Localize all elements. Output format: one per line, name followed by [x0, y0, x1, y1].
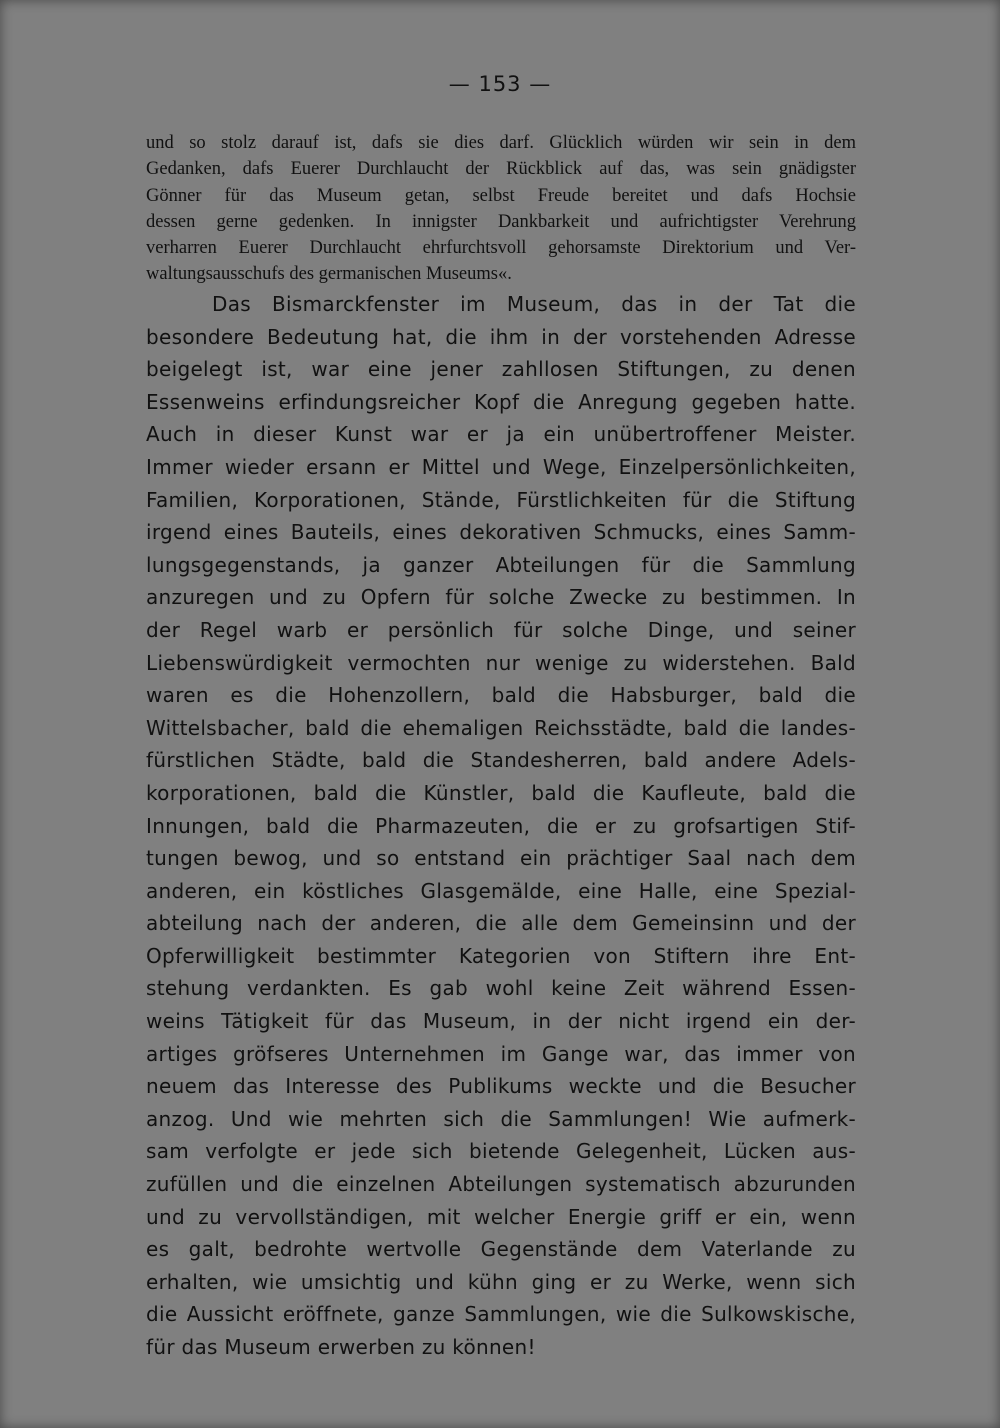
body-line: anzog. Und wie mehrten sich die Sammlungen! Wie aufmerk-	[146, 1106, 856, 1131]
body-line: Familien, Korporationen, Stände, Fürstlichkeiten für die Stiftung	[146, 487, 856, 512]
body-line: anderen, ein köstliches Glasgemälde, eine Halle, eine Spezial-	[146, 878, 856, 903]
quoted-letter-paragraph	[146, 130, 856, 288]
body-line: fürstlichen Städte, bald die Standesherren, bald andere Adels-	[146, 748, 856, 773]
body-paragraph	[146, 288, 856, 1364]
body-line: für das Museum erwerben zu können!	[146, 1335, 536, 1359]
body-line: korporationen, bald die Künstler, bald die Kaufleute, bald die	[146, 780, 856, 805]
body-line: es galt, bedrohte wertvolle Gegenstände dem Vaterlande zu	[146, 1237, 856, 1262]
body-line: Essenweins erfindungsreicher Kopf die Anregung gegeben hatte.	[146, 389, 856, 414]
body-line: tungen bewog, und so entstand ein prächtiger Saal nach dem	[146, 846, 856, 871]
body-line: abteilung nach der anderen, die alle dem Gemeinsinn und der	[146, 911, 856, 936]
body-line: Opferwilligkeit bestimmter Kategorien von Stiftern ihre Ent-	[146, 943, 856, 968]
body-line: stehung verdankten. Es gab wohl keine Zeit während Essen-	[146, 976, 856, 1001]
quote-line: dessen gerne gedenken. In innigster Dankbarkeit und aufrichtigster Verehrung	[146, 211, 856, 232]
body-line: Liebenswürdigkeit vermochten nur wenige zu widerstehen. Bald	[146, 650, 856, 675]
body-line: Das Bismarckfenster im Museum, das in der Tat die	[212, 292, 856, 316]
body-line: waren es die Hohenzollern, bald die Habsburger, bald die	[146, 683, 856, 708]
body-line: weins Tätigkeit für das Museum, in der nicht irgend ein der-	[146, 1009, 856, 1034]
page-number: — 153 —	[448, 72, 552, 96]
body-line: zufüllen und die einzelnen Abteilungen systematisch abzurunden	[146, 1172, 856, 1197]
quote-line: Gedanken, dafs Euerer Durchlaucht der Rückblick auf das, was sein gnädigster	[146, 159, 856, 180]
quote-line: verharren Euerer Durchlaucht ehrfurchtsvoll gehorsamste Direktorium und Ver-	[146, 238, 856, 259]
body-line: artiges gröfseres Unternehmen im Gange war, das immer von	[146, 1041, 856, 1066]
body-line: Auch in dieser Kunst war er ja ein unübertroffener Meister.	[146, 422, 856, 447]
body-line: besondere Bedeutung hat, die ihm in der vorstehenden Adresse	[146, 324, 856, 349]
body-line: beigelegt ist, war eine jener zahllosen Stiftungen, zu denen	[146, 357, 856, 382]
body-line: erhalten, wie umsichtig und kühn ging er zu Werke, wenn sich	[146, 1269, 856, 1294]
body-line: sam verfolgte er jede sich bietende Gelegenheit, Lücken aus-	[146, 1139, 856, 1164]
quote-line: und so stolz darauf ist, dafs sie dies darf. Glücklich würden wir sein in dem	[146, 133, 856, 153]
body-line: neuem das Interesse des Publikums weckte und die Besucher	[146, 1074, 856, 1099]
quote-line: waltungsausschufs des germanischen Museums«.	[146, 264, 512, 285]
body-line: der Regel warb er persönlich für solche Dinge, und seiner	[146, 617, 856, 642]
quote-line: Gönner für das Museum getan, selbst Freude bereitet und dafs Hochsie	[146, 185, 856, 206]
body-line: Immer wieder ersann er Mittel und Wege, Einzelpersönlichkeiten,	[146, 454, 856, 479]
body-line: Innungen, bald die Pharmazeuten, die er zu grofsartigen Stif-	[146, 813, 856, 838]
body-line: irgend eines Bauteils, eines dekorativen Schmucks, eines Samm-	[146, 520, 856, 545]
body-line: anzuregen und zu Opfern für solche Zwecke zu bestimmen. In	[146, 585, 856, 610]
body-line: Wittelsbacher, bald die ehemaligen Reichsstädte, bald die landes-	[146, 715, 856, 740]
body-line: die Aussicht eröffnete, ganze Sammlungen, wie die Sulkowskische,	[146, 1302, 856, 1327]
body-line: lungsgegenstands, ja ganzer Abteilungen für die Sammlung	[146, 552, 856, 577]
body-line: und zu vervollständigen, mit welcher Energie griff er ein, wenn	[146, 1204, 856, 1229]
